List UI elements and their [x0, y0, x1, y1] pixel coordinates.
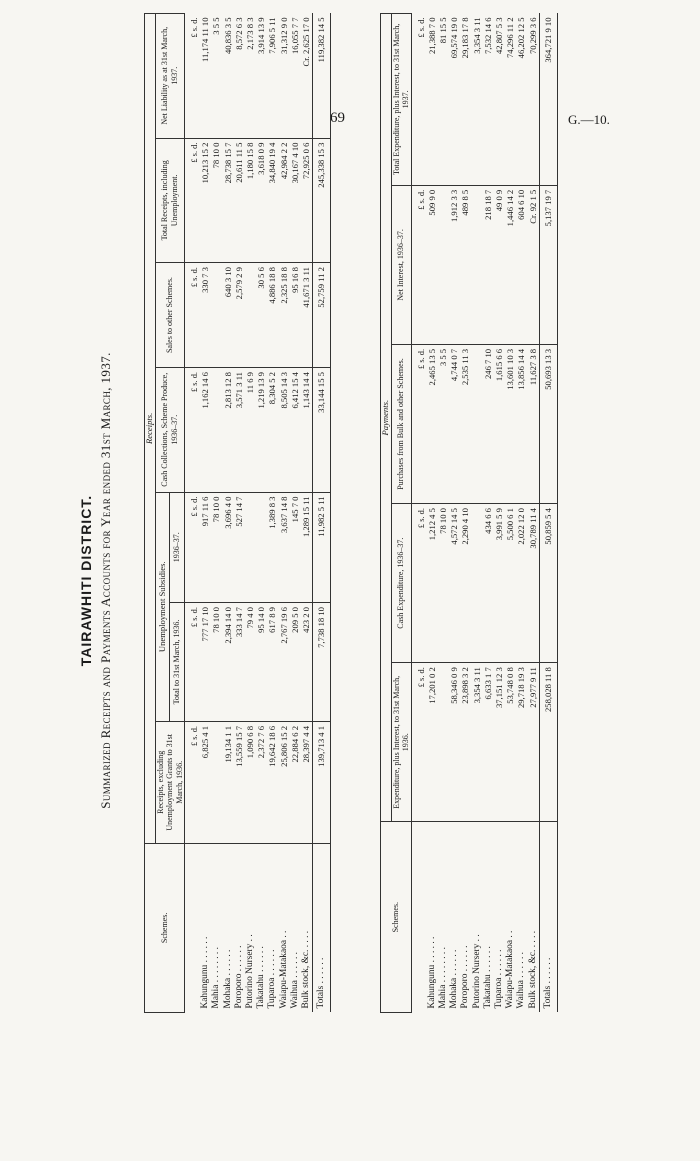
amount-cell: 21,388 7 0 — [427, 14, 438, 186]
totals-label: Totals . . . . . . — [539, 822, 557, 1013]
amount-cell: 4,572 14 5 — [449, 504, 460, 663]
scheme-name: Kahungunu . . . . . . — [426, 936, 437, 1009]
amount-cell: 25,806 15 2 — [279, 721, 290, 843]
table-row — [449, 14, 460, 1013]
amount-cell: 917 11 6 — [200, 492, 211, 603]
amount-cell: 70,299 3 6 — [528, 14, 540, 186]
units-cell: £ s. d. — [185, 263, 201, 368]
amount-cell: 1,162 14 6 — [200, 368, 211, 493]
amount-cell: 2,325 18 8 — [279, 263, 290, 368]
amount-cell: 777 17 10 — [200, 603, 211, 722]
amount-cell — [438, 185, 449, 344]
payments-table — [380, 13, 558, 1013]
header-schemes: Schemes. — [381, 822, 412, 1013]
amount-cell: 330 7 3 — [200, 263, 211, 368]
amount-cell: 8,572 6 3 — [234, 14, 245, 139]
amount-cell: 78 10 0 — [211, 603, 222, 722]
amount-cell: 3,637 14 8 — [279, 492, 290, 603]
receipts-section-label: Receipts. — [145, 14, 156, 844]
scheme-name: Putorino Nursery . . — [245, 934, 256, 1009]
amount-cell: 1,446 14 2 — [505, 185, 516, 344]
amount-cell: 246 7 10 — [483, 344, 494, 503]
amount-cell: 3,354 3 11 — [472, 14, 483, 186]
amount-cell: 3,991 5 9 — [494, 504, 505, 663]
scheme-name: Tuparoa . . . . . . — [267, 949, 278, 1009]
amount-cell: 7,906 5 11 — [267, 14, 278, 139]
amount-cell: 6,412 15 4 — [290, 368, 301, 493]
total-amount-cell: 364,721 9 10 — [539, 14, 557, 186]
amount-cell: 6,633 1 7 — [483, 663, 494, 822]
amount-cell: 13,601 10 3 — [505, 344, 516, 503]
total-amount-cell: 52,759 11 2 — [313, 263, 331, 368]
table-row — [505, 14, 516, 1013]
units-blank — [185, 843, 201, 1012]
units-cell: £ s. d. — [185, 492, 201, 603]
units-cell: £ s. d. — [411, 185, 427, 344]
amount-cell: 6,825 4 1 — [200, 721, 211, 843]
units-blank — [411, 822, 427, 1013]
amount-cell: 78 10 0 — [211, 138, 222, 263]
totals-row — [539, 14, 557, 1013]
table-row — [460, 14, 471, 1013]
amount-cell — [245, 492, 256, 603]
amount-cell: 209 5 0 — [290, 603, 301, 722]
scheme-name: Mohaka . . . . . . — [222, 949, 233, 1009]
amount-cell: 2,535 11 3 — [460, 344, 471, 503]
amount-cell: 23,898 3 2 — [460, 663, 471, 822]
amount-cell: 7,532 14 6 — [483, 14, 494, 186]
units-cell: £ s. d. — [185, 14, 201, 139]
scheme-name: Takatahu . . . . . . — [482, 946, 493, 1009]
table-row — [200, 14, 211, 1013]
amount-cell: 58,346 0 9 — [449, 663, 460, 822]
table-row — [528, 14, 540, 1013]
amount-cell: 2,173 8 3 — [245, 14, 256, 139]
amount-cell: 4,886 18 8 — [267, 263, 278, 368]
amount-cell: 8,505 14 3 — [279, 368, 290, 493]
total-amount-cell: 245,338 15 3 — [313, 138, 331, 263]
header-receipts-excl: Receipts, excluding Unemployment Grants to 31st March, 1936. — [155, 721, 185, 843]
amount-cell: 2,290 4 10 — [460, 504, 471, 663]
amount-cell: 81 15 5 — [438, 14, 449, 186]
amount-cell: 3,696 4 0 — [223, 492, 234, 603]
scheme-name: Waiapu-Matakaoa . . — [505, 930, 516, 1009]
scheme-name: Waihua . . . . . . — [289, 951, 300, 1009]
amount-cell: 3 5 5 — [438, 344, 449, 503]
amount-cell: 2,022 12 0 — [516, 504, 527, 663]
amount-cell: 3,571 3 11 — [234, 368, 245, 493]
header-total-expenditure: Total Expenditure, plus Interest, to 31st March, 1937. — [391, 14, 411, 186]
scheme-name: Poroporo . . . . . . — [460, 945, 471, 1009]
amount-cell: 37,151 12 3 — [494, 663, 505, 822]
amount-cell: 2,579 2 9 — [234, 263, 245, 368]
table-row — [472, 14, 483, 1013]
header-sales-other: Sales to other Schemes. — [155, 263, 185, 368]
table-row — [211, 14, 222, 1013]
header-total-to: Total to 31st March, 1936. — [170, 603, 185, 722]
units-cell: £ s. d. — [185, 721, 201, 843]
amount-cell: 1,143 14 4 — [301, 368, 313, 493]
amount-cell: 434 6 6 — [483, 504, 494, 663]
header-unemployment-group: Unemployment Subsidies. — [155, 492, 170, 721]
total-amount-cell: 7,738 18 10 — [313, 603, 331, 722]
amount-cell: 29,718 19 3 — [516, 663, 527, 822]
amount-cell: 617 8 9 — [267, 603, 278, 722]
table-row — [234, 14, 245, 1013]
scheme-name: Mahia . . . . . . . . — [211, 947, 222, 1009]
amount-cell — [245, 263, 256, 368]
header-cash-collections: Cash Collections, Scheme Produce, 1936–37. — [155, 368, 185, 493]
total-amount-cell: 50,693 13 3 — [539, 344, 557, 503]
amount-cell: 2,394 14 0 — [223, 603, 234, 722]
amount-cell: 218 18 7 — [483, 185, 494, 344]
document-title: TAIRAWHITI DISTRICT. — [78, 494, 94, 667]
header-cash-expenditure: Cash Expenditure, 1936–37. — [391, 504, 411, 663]
amount-cell: 72,925 0 6 — [301, 138, 313, 263]
scheme-name: Bulk stock, &c. . . . . — [527, 930, 538, 1009]
units-cell: £ s. d. — [185, 368, 201, 493]
amount-cell: 41,671 3 11 — [301, 263, 313, 368]
table-row — [427, 14, 438, 1013]
amount-cell: 74,296 11 2 — [505, 14, 516, 186]
amount-cell: 30,789 11 4 — [528, 504, 540, 663]
units-cell: £ s. d. — [411, 14, 427, 186]
table-row — [256, 14, 267, 1013]
amount-cell: 42,807 5 3 — [494, 14, 505, 186]
total-amount-cell: 33,144 15 5 — [313, 368, 331, 493]
header-purchases: Purchases from Bulk and other Schemes. — [391, 344, 411, 503]
totals-label: Totals . . . . . . — [313, 843, 331, 1012]
total-amount-cell: 5,137 19 7 — [539, 185, 557, 344]
amount-cell: 3,914 13 9 — [256, 14, 267, 139]
amount-cell: 11,174 11 10 — [200, 14, 211, 139]
amount-cell — [472, 504, 483, 663]
amount-cell: 19,134 1 1 — [223, 721, 234, 843]
units-row — [185, 14, 201, 1013]
amount-cell — [256, 492, 267, 603]
table-row — [267, 14, 278, 1013]
header-schemes: Schemes. — [145, 843, 185, 1012]
amount-cell: 20,611 11 5 — [234, 138, 245, 263]
units-cell: £ s. d. — [411, 344, 427, 503]
document-reference: G.—10. — [568, 112, 610, 127]
table-row — [516, 14, 527, 1013]
amount-cell: 640 3 10 — [223, 263, 234, 368]
scheme-name: Waiapu-Matakaoa . . — [278, 930, 289, 1009]
amount-cell: 1,090 6 8 — [245, 721, 256, 843]
amount-cell: 78 10 0 — [438, 504, 449, 663]
amount-cell: 17,201 0 2 — [427, 663, 438, 822]
scheme-name: Kahungunu . . . . . . — [200, 936, 211, 1009]
amount-cell: 13,856 14 4 — [516, 344, 527, 503]
amount-cell: 333 14 7 — [234, 603, 245, 722]
page-number: 69 — [330, 110, 345, 126]
amount-cell: 604 6 10 — [516, 185, 527, 344]
amount-cell: 5,500 6 1 — [505, 504, 516, 663]
amount-cell: 79 4 0 — [245, 603, 256, 722]
amount-cell — [211, 721, 222, 843]
table-row — [279, 14, 290, 1013]
amount-cell: 28,397 4 4 — [301, 721, 313, 843]
amount-cell: 40,836 3 5 — [223, 14, 234, 139]
amount-cell: 2,767 19 6 — [279, 603, 290, 722]
receipts-table — [144, 13, 331, 1013]
amount-cell: 145 7 0 — [290, 492, 301, 603]
total-amount-cell: 119,382 14 5 — [313, 14, 331, 139]
scheme-name: Poroporo . . . . . . — [233, 945, 244, 1009]
amount-cell: 53,748 0 8 — [505, 663, 516, 822]
amount-cell: 3 5 5 — [211, 14, 222, 139]
amount-cell: 1,615 6 6 — [494, 344, 505, 503]
header-net-liability: Net Liability as at 31st March, 1937. — [155, 14, 185, 139]
table-row — [245, 14, 256, 1013]
table-row — [494, 14, 505, 1013]
amount-cell: Cr. 2,625 17 0 — [301, 14, 313, 139]
amount-cell: 19,642 18 6 — [267, 721, 278, 843]
total-amount-cell: 11,982 5 11 — [313, 492, 331, 603]
amount-cell: 16,055 7 7 — [290, 14, 301, 139]
amount-cell: 1,912 3 3 — [449, 185, 460, 344]
amount-cell: 78 10 0 — [211, 492, 222, 603]
amount-cell: 69,574 19 0 — [449, 14, 460, 186]
amount-cell: 2,372 7 6 — [256, 721, 267, 843]
amount-cell: 2,813 12 8 — [223, 368, 234, 493]
amount-cell: 11 6 9 — [245, 368, 256, 493]
amount-cell: 1,212 4 5 — [427, 504, 438, 663]
amount-cell: 10,213 15 2 — [200, 138, 211, 263]
units-cell: £ s. d. — [185, 138, 201, 263]
scheme-name: Putorino Nursery . . — [471, 934, 482, 1009]
total-amount-cell: 258,028 11 8 — [539, 663, 557, 822]
amount-cell — [472, 185, 483, 344]
amount-cell — [211, 263, 222, 368]
amount-cell: 29,183 17 8 — [460, 14, 471, 186]
amount-cell: 22,884 6 2 — [290, 721, 301, 843]
amount-cell: 34,840 19 4 — [267, 138, 278, 263]
table-row — [301, 14, 313, 1013]
total-amount-cell: 50,859 5 4 — [539, 504, 557, 663]
units-row — [411, 14, 427, 1013]
scheme-name: Bulk stock, &c. . . . . — [301, 930, 312, 1009]
amount-cell: 2,465 13 5 — [427, 344, 438, 503]
amount-cell: 31,312 9 0 — [279, 14, 290, 139]
units-cell: £ s. d. — [411, 663, 427, 822]
amount-cell: 1,289 15 11 — [301, 492, 313, 603]
amount-cell: 95 14 0 — [256, 603, 267, 722]
amount-cell: 11,627 3 8 — [528, 344, 540, 503]
table-row — [483, 14, 494, 1013]
amount-cell — [472, 344, 483, 503]
amount-cell: 509 9 0 — [427, 185, 438, 344]
amount-cell: 42,984 2 2 — [279, 138, 290, 263]
amount-cell: 1,219 13 9 — [256, 368, 267, 493]
totals-row — [313, 14, 331, 1013]
amount-cell: 1,180 15 8 — [245, 138, 256, 263]
amount-cell: 8,304 5 2 — [267, 368, 278, 493]
table-row — [290, 14, 301, 1013]
amount-cell: 1,389 8 3 — [267, 492, 278, 603]
table-row — [438, 14, 449, 1013]
header-expenditure: Expenditure, plus Interest, to 31st March, 1936. — [391, 663, 411, 822]
amount-cell: 95 16 8 — [290, 263, 301, 368]
scheme-name: Takatahu . . . . . . — [256, 946, 267, 1009]
document-subtitle: Summarized Receipts and Payments Accounts for Year ended 31st March, 1937. — [98, 352, 113, 809]
amount-cell: 27,977 9 11 — [528, 663, 540, 822]
total-amount-cell: 139,713 4 1 — [313, 721, 331, 843]
amount-cell: 30 5 6 — [256, 263, 267, 368]
table-row — [223, 14, 234, 1013]
scheme-name: Tuparoa . . . . . . — [493, 949, 504, 1009]
amount-cell: 3,618 0 9 — [256, 138, 267, 263]
scheme-name: Mohaka . . . . . . — [449, 949, 460, 1009]
header-total-receipts: Total Receipts, including Unemployment. — [155, 138, 185, 263]
amount-cell — [438, 663, 449, 822]
amount-cell — [211, 368, 222, 493]
scheme-name: Mahia . . . . . . . . — [437, 947, 448, 1009]
amount-cell: 28,738 15 7 — [223, 138, 234, 263]
amount-cell: 527 14 7 — [234, 492, 245, 603]
amount-cell: Cr. 92 1 5 — [528, 185, 540, 344]
amount-cell: 4,744 0 7 — [449, 344, 460, 503]
units-cell: £ s. d. — [185, 603, 201, 722]
header-1936-37: 1936–37. — [170, 492, 185, 603]
scheme-name: Waihua . . . . . . — [516, 951, 527, 1009]
amount-cell: 3,354 3 11 — [472, 663, 483, 822]
payments-section-label: Payments. — [381, 14, 392, 822]
amount-cell: 49 0 9 — [494, 185, 505, 344]
units-cell: £ s. d. — [411, 504, 427, 663]
amount-cell: 30,167 4 10 — [290, 138, 301, 263]
amount-cell: 46,202 12 5 — [516, 14, 527, 186]
amount-cell: 13,559 15 7 — [234, 721, 245, 843]
amount-cell: 489 8 5 — [460, 185, 471, 344]
header-net-interest: Net Interest, 1936–37. — [391, 185, 411, 344]
amount-cell: 423 2 0 — [301, 603, 313, 722]
